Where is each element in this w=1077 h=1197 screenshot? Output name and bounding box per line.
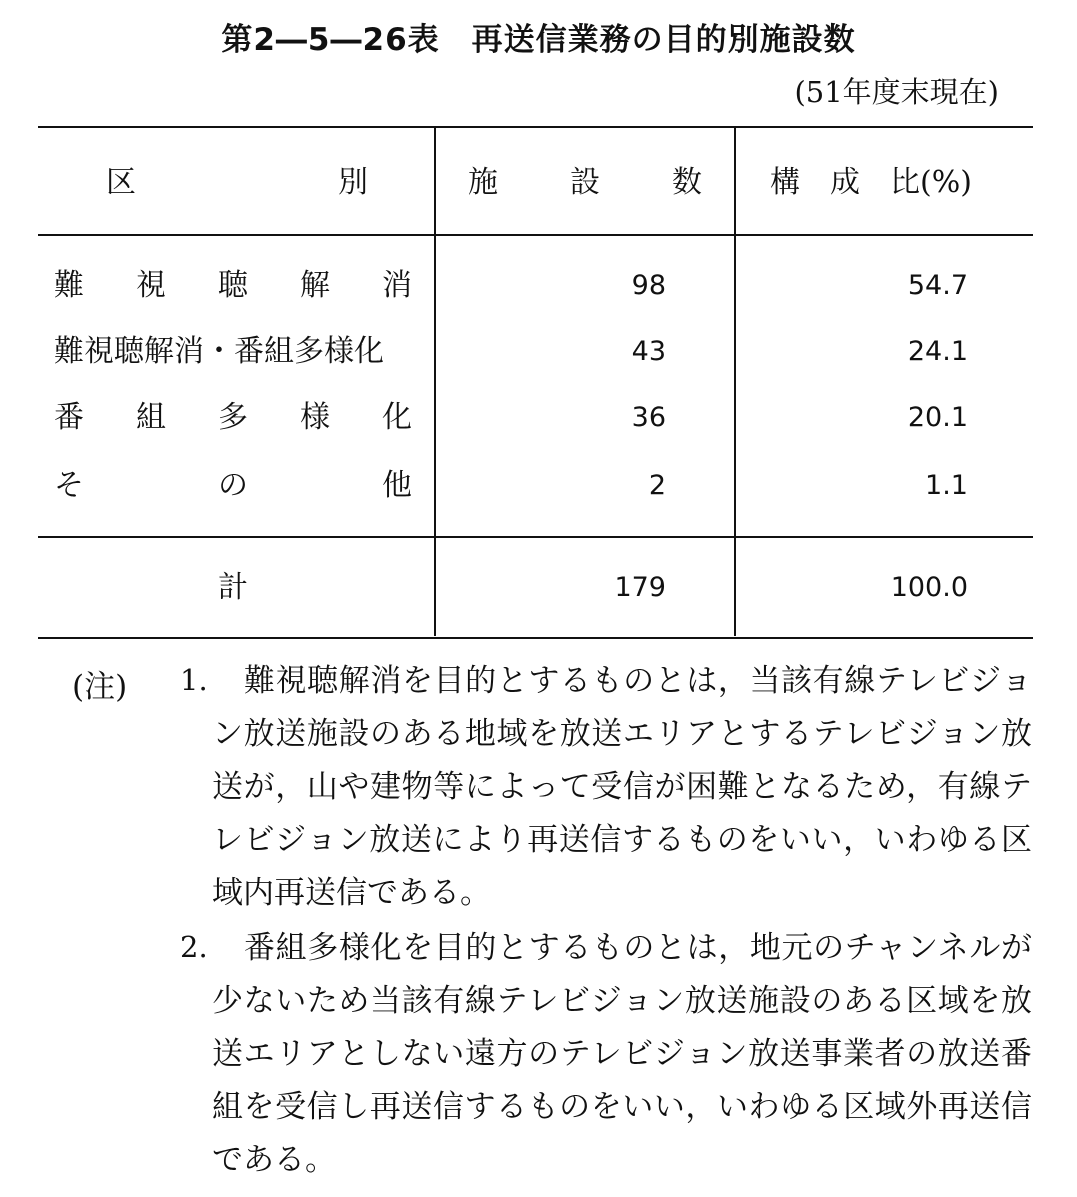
row-count: 2 [648, 470, 666, 501]
row-ratio: 54.7 [907, 270, 968, 301]
row-count: 98 [631, 270, 666, 301]
row-label [54, 466, 412, 506]
row-label-char: 解 [300, 268, 330, 303]
row-label-char: 様 [300, 400, 330, 435]
row-ratio: 24.1 [907, 336, 968, 367]
total-ratio: 100.0 [890, 572, 968, 603]
row-ratio: 20.1 [907, 402, 968, 433]
row-label-char: 他 [382, 468, 412, 503]
row-ratio: 1.1 [925, 470, 968, 501]
row-count: 43 [631, 336, 666, 367]
table-top-rule [38, 126, 1033, 128]
row-label-char: 組 [136, 400, 166, 435]
header-category [106, 163, 368, 203]
total-top-rule [38, 536, 1033, 538]
row-label-char: そ [54, 468, 84, 503]
total-label: 計 [218, 570, 248, 605]
note-text: 難視聴解消を目的とするものとは，当該有線テレビジョン放送施設のある地域を放送エリアとするテレビジョン放送が，山や建物等によって受信が困難となるため，有線テレビジョン放送により再送信するものをいい，いわゆる区域内再送信である。 [212, 663, 1032, 911]
column-divider-2 [734, 128, 736, 636]
row-label-char: 番 [54, 400, 84, 435]
table-bottom-rule [38, 637, 1033, 639]
row-label-char: 化 [382, 400, 412, 435]
notes-prefix: (注) [72, 669, 128, 705]
note-number: 1. [180, 663, 208, 697]
row-label-char: の [218, 468, 248, 503]
as-of-date: (51年度末現在) [794, 75, 999, 109]
header-count-char: 設 [570, 165, 600, 200]
row-label-char: 消 [382, 268, 412, 303]
header-count-char: 数 [672, 165, 702, 200]
header-count [468, 163, 702, 203]
row-label-char: 多 [218, 400, 248, 435]
column-divider-1 [434, 128, 436, 636]
row-label [54, 398, 412, 438]
row-count: 36 [631, 402, 666, 433]
header-count-char: 施 [468, 165, 498, 200]
table-title: 第2―5―26表 再送信業務の目的別施設数 [221, 22, 856, 58]
row-label: 難視聴解消・番組多様化 [54, 334, 384, 369]
row-label-char: 視 [136, 268, 166, 303]
row-label [54, 266, 412, 306]
note-number: 2. [180, 930, 208, 964]
header-ratio: 構 成 比(%) [770, 165, 972, 200]
row-label-char: 難 [54, 268, 84, 303]
header-bottom-rule [38, 234, 1033, 236]
note-text: 番組多様化を目的とするものとは，地元のチャンネルが少ないため当該有線テレビジョン放送施設のある区域を放送エリアとしない遠方のテレビジョン放送事業者の放送番組を受信し再送信するものをいい，いわゆる区域外再送信である。 [212, 930, 1032, 1178]
row-label-char: 聴 [218, 268, 248, 303]
header-category-char: 区 [106, 165, 136, 200]
total-count: 179 [614, 572, 666, 603]
header-category-char: 別 [338, 165, 368, 200]
